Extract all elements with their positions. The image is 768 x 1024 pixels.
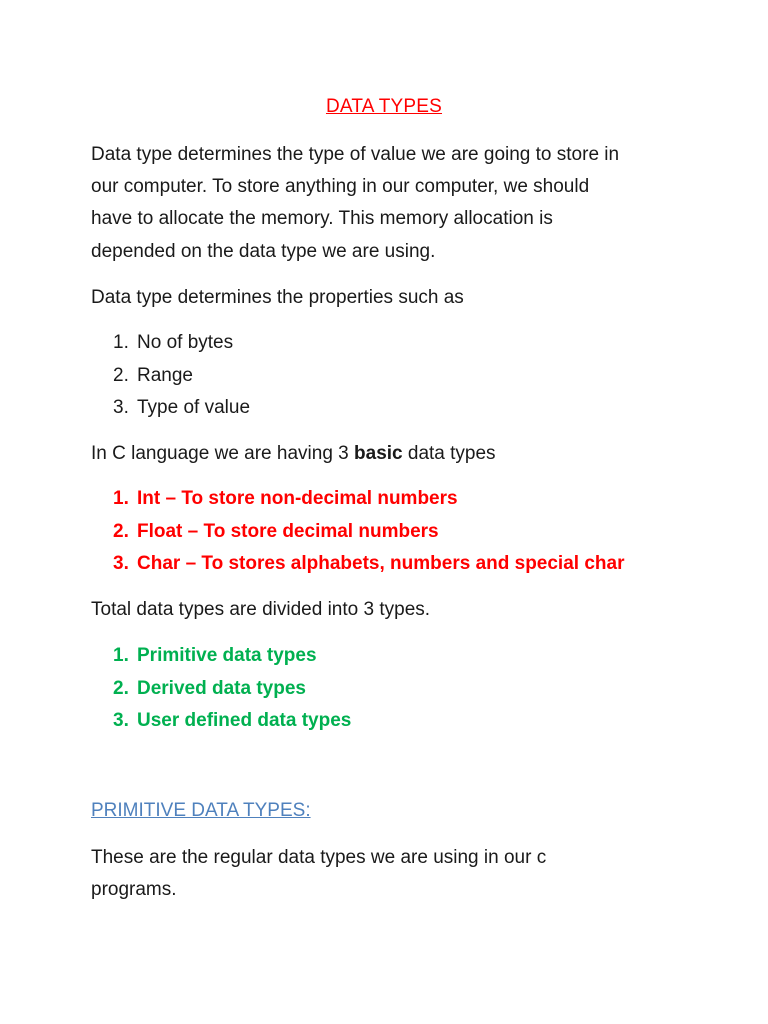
properties-list (113, 327, 250, 425)
page-title: DATA TYPES (325, 96, 443, 117)
basic-types-list (113, 483, 624, 581)
list-item (113, 360, 250, 393)
list-item (113, 673, 351, 706)
list-text: Float – To store decimal numbers (137, 520, 439, 542)
categories-list (113, 640, 351, 738)
list-text: No of bytes (137, 332, 234, 353)
list-number: 3. (113, 710, 129, 731)
primitive-desc-line: programs. (91, 879, 177, 900)
list-number: 3. (113, 553, 129, 574)
intro-line: our computer. To store anything in our computer, we should (91, 176, 590, 197)
list-item (113, 516, 624, 549)
list-text: Derived data types (137, 677, 306, 699)
list-item (113, 392, 250, 425)
list-item (113, 548, 624, 581)
list-text: User defined data types (137, 710, 352, 731)
basic-intro-bold: basic (354, 443, 403, 464)
list-number: 1. (113, 332, 129, 353)
primitive-heading: PRIMITIVE DATA TYPES: (91, 800, 311, 821)
list-number: 3. (113, 397, 129, 418)
list-number: 2. (113, 520, 129, 542)
list-text: Type of value (137, 397, 251, 418)
list-text: Primitive data types (137, 645, 317, 666)
list-number: 2. (113, 364, 129, 386)
list-item (113, 640, 351, 673)
basic-intro (91, 437, 677, 470)
list-item (113, 483, 624, 516)
intro-line: depended on the data type we are using. (91, 241, 436, 262)
list-text: Char – To stores alphabets, numbers and special char (137, 553, 625, 574)
total-intro: Total data types are divided into 3 types. (91, 599, 431, 620)
list-text: Range (137, 364, 193, 386)
list-number: 2. (113, 677, 129, 699)
properties-intro: Data type determines the properties such as (91, 287, 464, 308)
primitive-desc-line: These are the regular data types we are using in our c (91, 847, 547, 868)
list-text: Int – To store non-decimal numbers (137, 488, 458, 509)
intro-line: Data type determines the type of value we are going to store in (91, 144, 620, 165)
list-item (113, 327, 250, 360)
list-number: 1. (113, 488, 129, 509)
list-item (113, 705, 351, 738)
basic-intro-after: data types (402, 443, 496, 464)
intro-line: have to allocate the memory. This memory allocation is (91, 208, 553, 229)
basic-intro-before: In C language we are having 3 (91, 443, 355, 464)
list-number: 1. (113, 645, 129, 666)
